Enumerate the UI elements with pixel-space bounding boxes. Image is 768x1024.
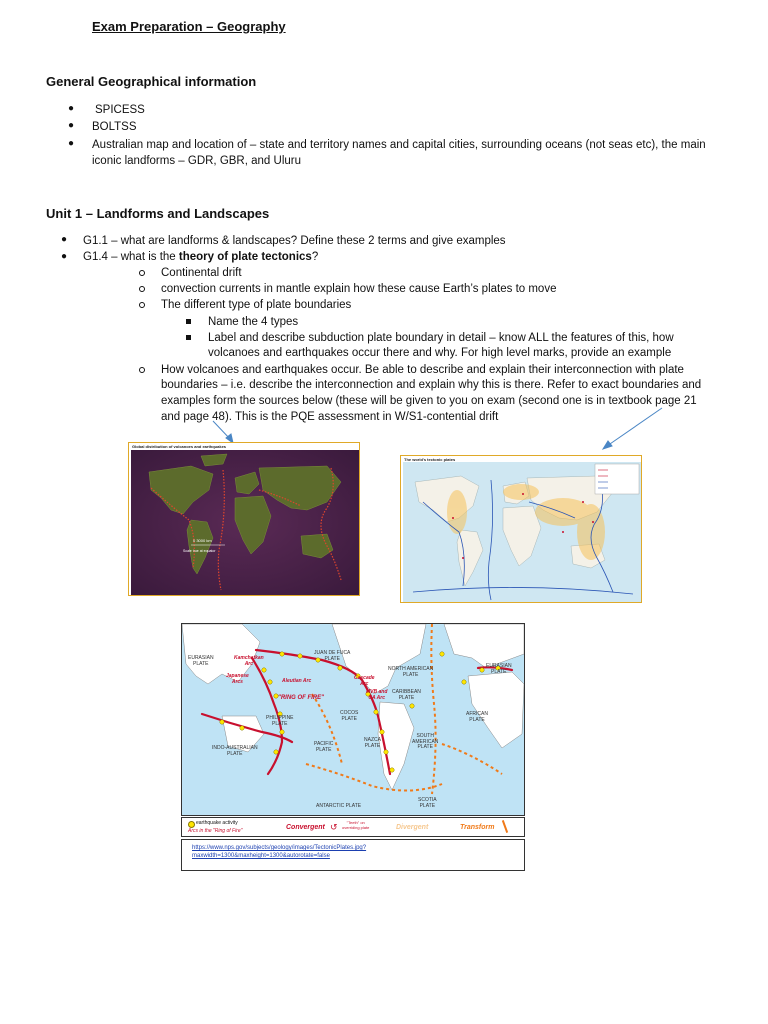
volcano-marker [452, 517, 454, 519]
map-legend [181, 817, 525, 837]
legend-earthquake: earthquake activity [196, 820, 238, 826]
label-indo-australian-plate: INDO-AUSTRALIAN PLATE [212, 745, 258, 757]
list-item-boltss: BOLTSS [92, 121, 137, 133]
legend-convergent: Convergent [286, 824, 325, 831]
list-item-australian-map-cont: iconic landforms – GDR, GBR, and Uluru [92, 155, 301, 167]
scale-label: 0 3000 km [193, 538, 212, 543]
volcano-marker [582, 501, 584, 503]
label-north-american-plate: NORTH AMERICAN PLATE [388, 666, 434, 678]
volcano-marker [562, 531, 564, 533]
arrow-right-head [603, 441, 612, 449]
subitem-boundaries: The different type of plate boundaries [161, 299, 352, 311]
source-link-cont[interactable]: maxwidth=1300&maxheight=1300&autorotate=false [192, 853, 330, 859]
heat-zone [447, 490, 467, 534]
label-aleutian-arc: Aleutian Arc [282, 678, 312, 684]
g11-item: G1.1 – what are landforms & landscapes? Define these 2 terms and give examples [83, 235, 506, 247]
label-cocos-plate: COCOS PLATE [340, 710, 359, 722]
label-caribbean-plate: CARIBBEAN PLATE [392, 689, 421, 701]
map-legend-box [595, 464, 639, 494]
legend-arcs: Arcs in the "Ring of Fire" [188, 828, 243, 834]
label-ring-of-fire: "RING OF FIRE" [278, 695, 325, 701]
label-japanese-arcs: Japanese Arcs [226, 673, 249, 685]
label-scotia-plate: SCOTIA PLATE [418, 797, 437, 809]
southwest-indian-ridge [442, 744, 502, 774]
g14-text: G1.4 – what is the [83, 251, 179, 263]
subitem-volcanoes-cont3: and page 48). This is the PQE assessment in W/S1-contential drift [161, 411, 499, 423]
label-mvb-ca-arc: MVB and CA Arc [366, 689, 388, 701]
subsubitem-label-cont: volcanoes and earthquakes occur there and why. For high level marks, provide an example [208, 347, 672, 359]
east-pacific-rise [312, 694, 342, 764]
figure-ring-of-fire-map [181, 623, 525, 816]
volcano-marker [592, 521, 594, 523]
world-map-plates [403, 462, 641, 602]
southern-divergent [306, 764, 442, 791]
bullet-icon: ● [61, 251, 68, 262]
world-map-dark [131, 450, 359, 595]
scale-note: Scale true at equator [183, 549, 216, 553]
label-cascade-arc: Cascade Arc [354, 675, 375, 687]
document-title: Exam Preparation – Geography [92, 19, 286, 34]
g14-bold-text: theory of plate tectonics [178, 251, 312, 263]
label-eurasian-plate-east: EURASIAN PLATE [486, 663, 512, 675]
label-pacific-plate: PACIFIC PLATE [314, 741, 334, 753]
figure-volcano-earthquake-map [128, 442, 360, 596]
g14-text-end: ? [311, 251, 319, 263]
label-african-plate: AFRICAN PLATE [466, 711, 488, 723]
subsubitem-name-4: Name the 4 types [208, 316, 299, 328]
source-link[interactable]: https://www.nps.gov/subjects/geology/images/TectonicPlates.jpg? [192, 845, 367, 851]
subitem-volcanoes-cont2: examples form the sources below (these will be given to you on exam (second one is in textbook page 21 [161, 395, 697, 407]
transform-line-icon [502, 820, 508, 833]
bullet-icon: ● [61, 234, 68, 245]
figure-tectonic-plates-map [400, 455, 642, 603]
list-item-spicess: SPICESS [95, 104, 145, 116]
volcano-marker [522, 493, 524, 495]
figure-title: The world's tectonic plates [404, 457, 456, 462]
heat-zone [503, 484, 539, 500]
label-eurasian-plate-west: EURASIAN PLATE [188, 655, 214, 667]
bullet-icon: ● [68, 120, 75, 131]
legend-divergent: Divergent [396, 824, 429, 831]
subitem-volcanoes: How volcanoes and earthquakes occur. Be able to describe and explain their interconnection with plate [161, 364, 684, 376]
bullet-icon: ● [68, 138, 75, 149]
bullet-icon: ● [68, 103, 75, 114]
earthquake-dot-icon [188, 821, 195, 828]
label-nazca-plate: NAZCA PLATE [364, 737, 381, 749]
list-item-australian-map: Australian map and location of – state and territory names and capital cities, surrounding oceans (not seas etc), the main [92, 139, 706, 151]
source-url-box [181, 839, 525, 871]
convergent-arrow-icon: ↺ [330, 822, 338, 832]
africa-shape [468, 672, 524, 748]
heat-zone [577, 504, 605, 560]
legend-transform: Transform [460, 824, 495, 831]
eurasia-east-shape [444, 624, 524, 668]
figure-title: Global distribution of volcanoes and earthquakes [132, 444, 227, 449]
arrow-right-line [607, 408, 662, 446]
label-juan-de-fuca-plate: JUAN DE FUCA PLATE [314, 650, 351, 662]
label-kamchatkan-arc: Kamchatkan Arc [234, 655, 264, 667]
pointer-arrows [0, 0, 768, 460]
general-heading: General Geographical information [46, 74, 257, 89]
subsubitem-label: Label and describe subduction plate boundary in detail – know ALL the features of this, how [208, 332, 674, 344]
legend-teeth: "Teeth" on overriding plate [342, 820, 370, 830]
unit1-heading: Unit 1 – Landforms and Landscapes [46, 206, 270, 221]
subitem-volcanoes-cont1: boundaries – i.e. describe the interconnection and explain why this is there. Refer to exact boundaries and [161, 379, 702, 391]
subitem-convection: convection currents in mantle explain how these cause Earth’s plates to move [161, 283, 557, 295]
greenland-shape [201, 454, 227, 466]
subitem-continental-drift: Continental drift [161, 267, 242, 279]
volcano-marker [462, 557, 464, 559]
mid-atlantic-divergent [431, 624, 435, 794]
label-south-american-plate: SOUTH AMERICAN PLATE [412, 733, 439, 750]
label-philippine-plate: PHILIPPINE PLATE [266, 715, 294, 727]
label-antarctic-plate: ANTARCTIC PLATE [316, 803, 362, 809]
